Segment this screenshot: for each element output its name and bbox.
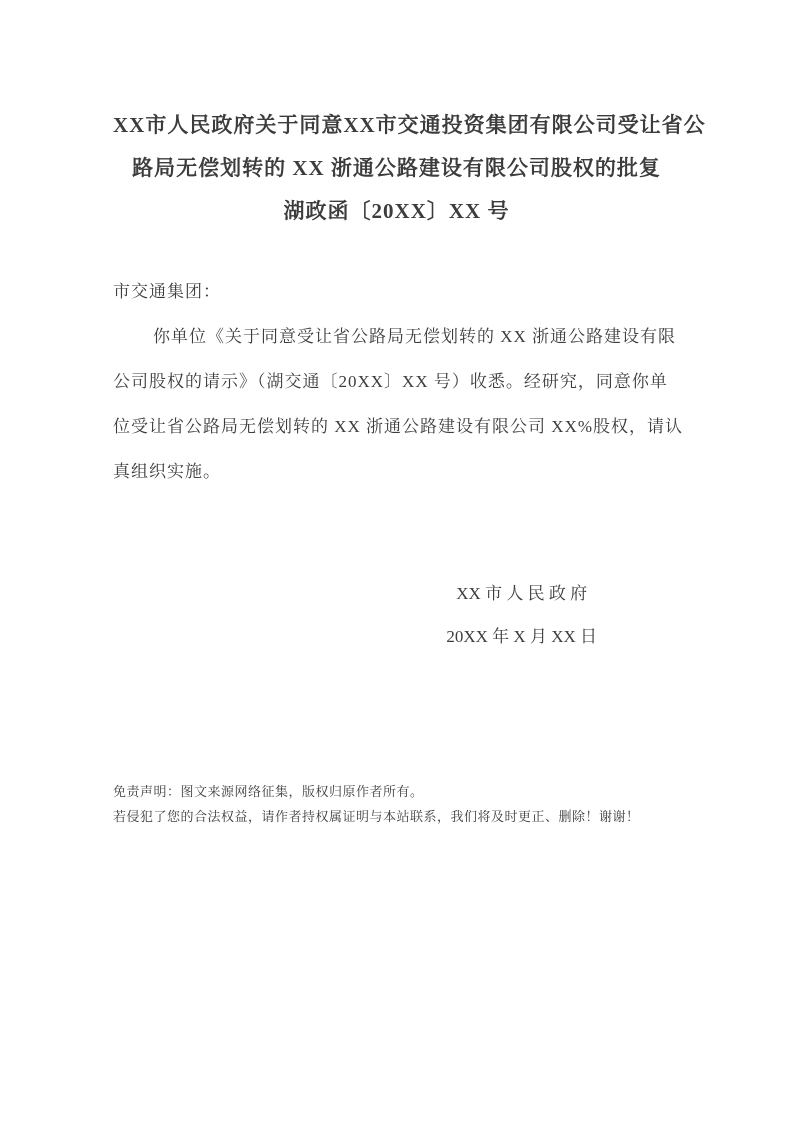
doc-number: 湖政函〔20XX〕XX 号 — [283, 199, 510, 223]
disclaimer-line-2: 若侵犯了您的合法权益，请作者持权属证明与本站联系，我们将及时更正、删除！谢谢！ — [113, 809, 640, 824]
paragraph-line: 你单位《关于同意受让省公路局无偿划转的 XX 浙通公路建设有限 — [153, 327, 677, 346]
body-paragraph — [113, 314, 684, 494]
title-line-1: XX市人民政府关于同意XX市交通投资集团有限公司受让省公 — [113, 113, 706, 137]
disclaimer-line-1: 免责声明：图文来源网络征集，版权归原作者所有。 — [113, 784, 424, 799]
disclaimer — [113, 779, 680, 829]
paragraph-line: 真组织实施。 — [113, 462, 221, 481]
salutation: 市交通集团： — [113, 282, 221, 301]
document-title — [113, 104, 706, 233]
signature-date: 20XX 年 X 月 XX 日 — [446, 627, 597, 646]
title-line-2: 路局无偿划转的 XX 浙通公路建设有限公司股权的批复 — [132, 156, 661, 180]
signature-issuer: XX 市 人 民 政 府 — [456, 584, 588, 603]
signature-block — [446, 572, 597, 658]
paragraph-line: 公司股权的请示》（湖交通〔20XX〕XX 号）收悉。经研究，同意你单 — [113, 372, 668, 391]
paragraph-line: 位受让省公路局无偿划转的 XX 浙通公路建设有限公司 XX%股权，请认 — [113, 417, 684, 436]
